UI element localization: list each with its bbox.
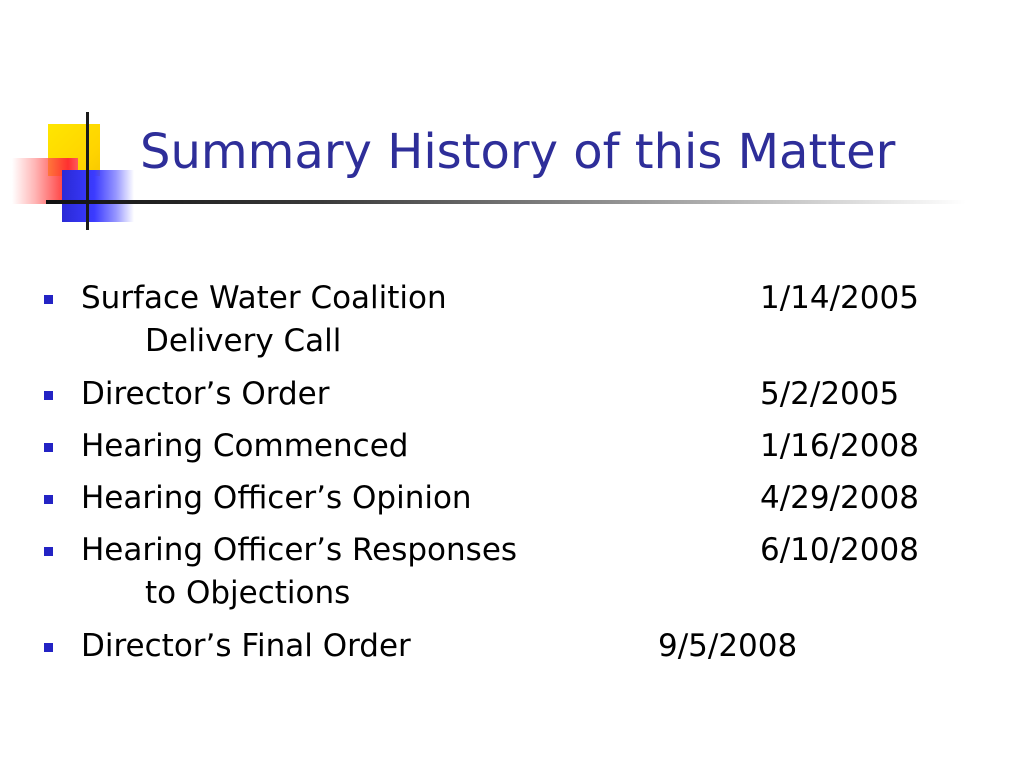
- item-continuation: to Objections: [145, 575, 351, 611]
- item-label: Director’s Order: [81, 376, 330, 412]
- slide-title: Summary History of this Matter: [140, 124, 896, 180]
- item-date: 1/14/2005: [760, 280, 919, 316]
- item-date: 1/16/2008: [760, 428, 919, 464]
- item-continuation: Delivery Call: [145, 323, 342, 359]
- bullet-icon: [44, 295, 53, 304]
- blue-square-shape: [62, 170, 134, 222]
- item-date: 6/10/2008: [760, 532, 919, 568]
- item-label: Hearing Officer’s Responses: [81, 532, 518, 568]
- bullet-icon: [44, 643, 53, 652]
- item-date: 9/5/2008: [658, 628, 798, 664]
- item-label: Surface Water Coalition: [81, 280, 447, 316]
- vertical-rule: [86, 112, 89, 230]
- item-label: Hearing Commenced: [81, 428, 409, 464]
- item-date: 4/29/2008: [760, 480, 919, 516]
- item-label: Hearing Officer’s Opinion: [81, 480, 472, 516]
- item-date: 5/2/2005: [760, 376, 900, 412]
- title-underline: [46, 200, 966, 204]
- bullet-icon: [44, 547, 53, 556]
- decorative-logo-icon: [0, 100, 150, 235]
- bullet-icon: [44, 391, 53, 400]
- item-label: Director’s Final Order: [81, 628, 411, 664]
- bullet-icon: [44, 443, 53, 452]
- bullet-icon: [44, 495, 53, 504]
